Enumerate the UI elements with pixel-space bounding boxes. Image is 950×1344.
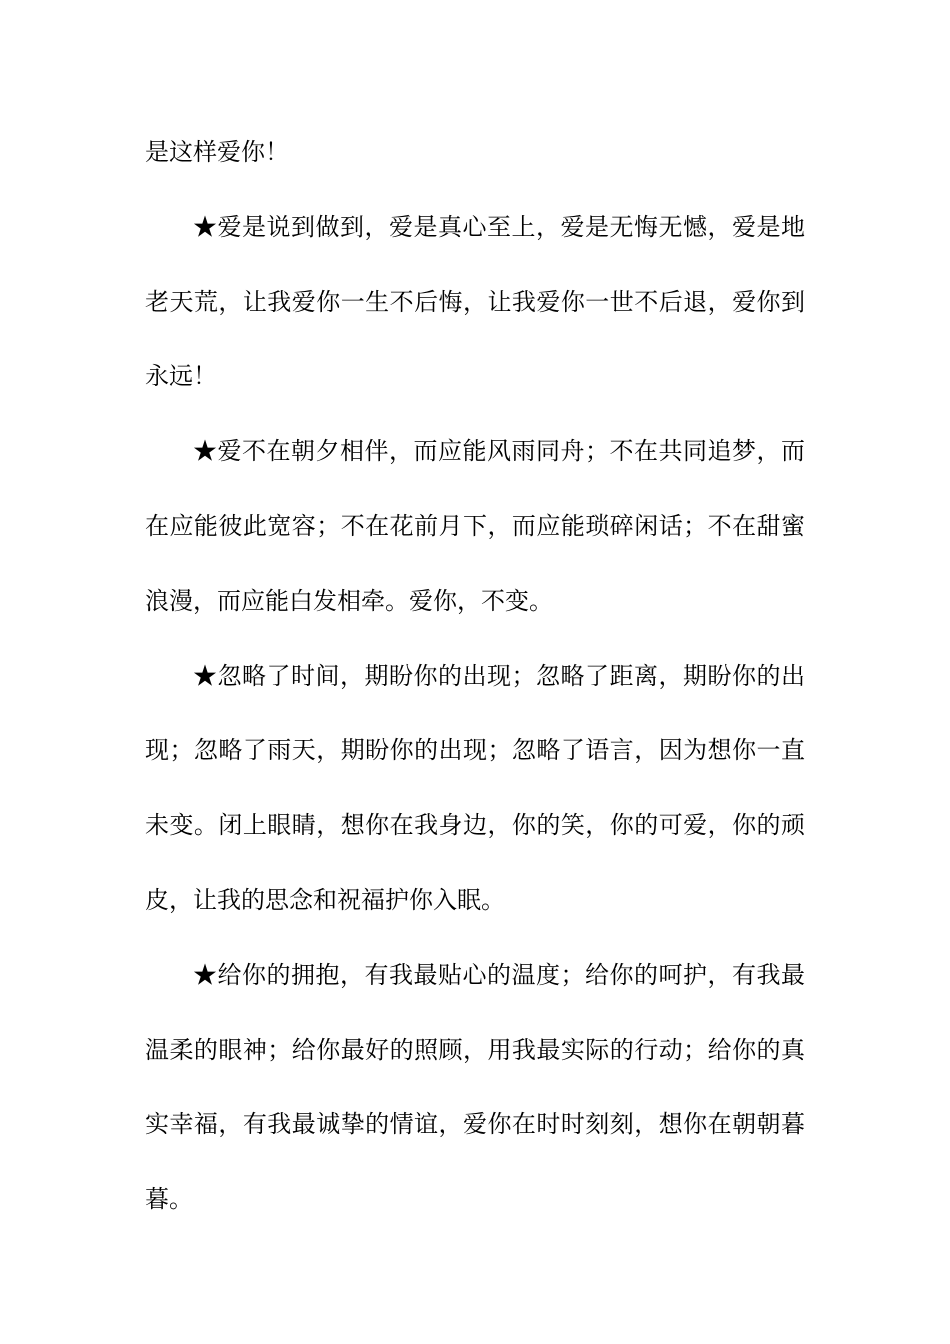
paragraph-longing: ★忽略了时间，期盼你的出现；忽略了距离，期盼你的出现；忽略了雨天，期盼你的出现；忽略了语言，因为想你一直未变。闭上眼睛，想你在我身边，你的笑，你的可爱，你的顽皮，让我的思念和祝福护你入眠。 xyxy=(145,661,805,914)
paragraph-love-promise: ★爱是说到做到，爱是真心至上，爱是无悔无憾，爱是地老天荒，让我爱你一生不后悔，让我爱你一世不后退，爱你到永远！ xyxy=(145,212,805,391)
document-body xyxy=(145,115,805,1237)
paragraph-embrace: ★给你的拥抱，有我最贴心的温度；给你的呵护，有我最温柔的眼神；给你最好的照顾，用我最实际的行动；给你的真实幸福，有我最诚挚的情谊，爱你在时时刻刻，想你在朝朝暮暮。 xyxy=(145,960,805,1214)
paragraph-love-companionship: ★爱不在朝夕相伴，而应能风雨同舟；不在共同追梦，而在应能彼此宽容；不在花前月下，而应能琐碎闲话；不在甜蜜浪漫，而应能白发相牵。爱你，不变。 xyxy=(145,437,805,615)
paragraph-continuation: 是这样爱你！ xyxy=(145,138,289,166)
